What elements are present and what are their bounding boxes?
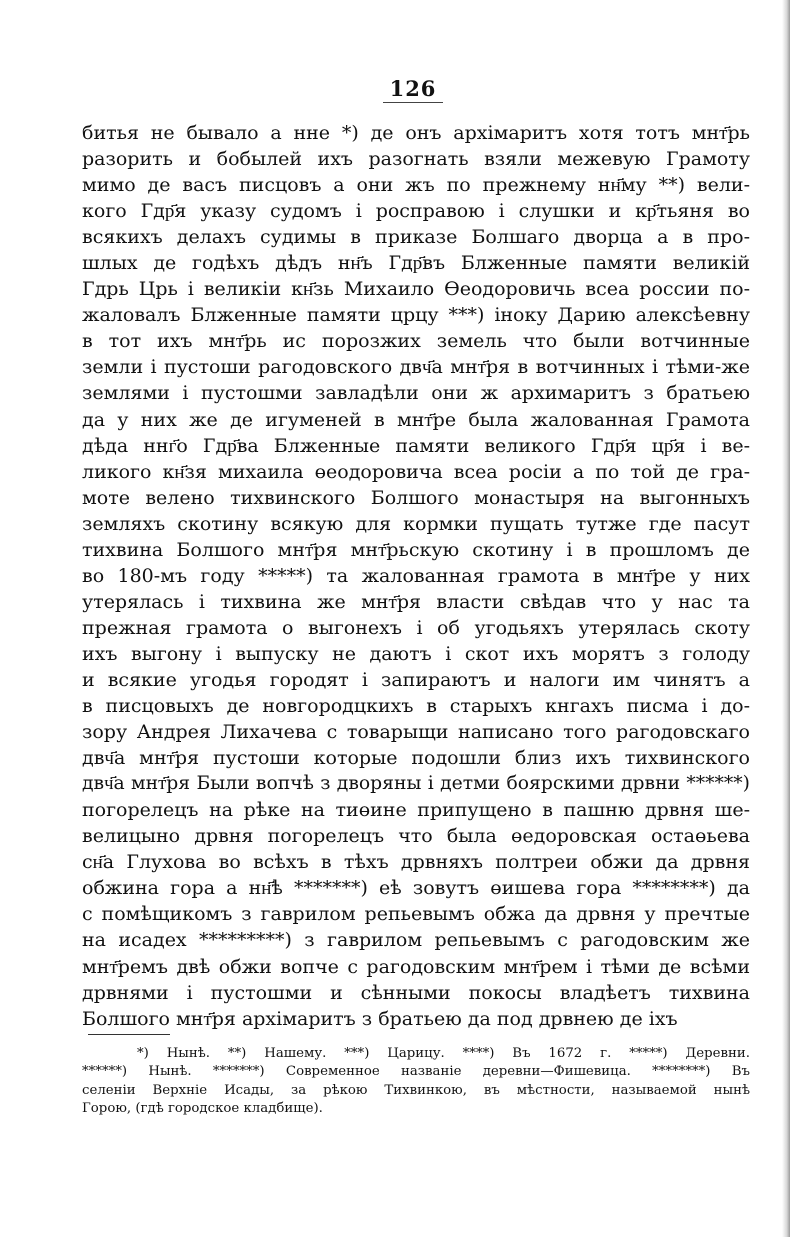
text-line: битья не бывало а нне *) де онъ архімаритъ хотя тотъ мнт҃рь [82, 122, 750, 144]
text-line: ихъ выгону і выпуску не даютъ і скот ихъ морятъ з голоду [82, 642, 750, 665]
text-line: зору Андрея Лихачева с товарыщи написано того рагодовскаго [82, 721, 750, 744]
text-line: обжина гора а нн҃ѣ *******) еѣ зовутъ өишева гора ********) да [82, 877, 750, 900]
text-line: двч҃а мнт҃ря Были вопчѣ з дворяны і детми боярскими дрвни ******) [82, 773, 750, 795]
text-line: и всякие угодья городят і запираютъ и налоги им чинятъ а [82, 668, 750, 691]
text-line: Болшого мнт҃ря архімаритъ з братьею да под дрвнею де іхъ [82, 1007, 678, 1030]
text-line: дѣда ннг҃о Гдр҃ва Блженные памяти великого Гдр҃я цр҃я і ве- [82, 434, 750, 457]
text-line: земляхъ скотину всякую для кормки пущать тутже где пасут [82, 512, 750, 535]
text-line: Гдрь Црь і великіи кн҃зь Михаило Өеодоровичь всеа россии по- [82, 278, 750, 301]
body-text [82, 120, 750, 1032]
footnote-line: Горою, (гдѣ городское кладбище). [82, 1100, 323, 1116]
text-line: на исадех *********) з гаврилом репьевымъ с рагодовским же [82, 929, 750, 952]
text-line: во 180-мъ году *****) та жалованная грамота в мнт҃ре у них [82, 564, 750, 587]
footnote-line: селеніи Верхніе Исады, за рѣкою Тихвинкою, въ мѣстности, называемой нынѣ [82, 1082, 750, 1098]
text-line: мнт҃ремъ двѣ обжи вопче с рагодовским мнт҃рем і тѣми де всѣми [82, 955, 750, 978]
text-line: в тот ихъ мнт҃рь ис порозжих земель что были вотчинные [82, 330, 750, 353]
text-line: велицыно дрвня погорелецъ что была өедоровская остаөьева [82, 825, 750, 848]
text-line: прежная грамота о выгонехъ і об угодьяхъ утерялась скоту [82, 616, 750, 639]
text-line: ликого кн҃зя михаила өеодоровича всеа росіи а по той де гра- [82, 460, 750, 483]
text-line: сн҃а Глухова во всѣхъ в тѣхъ дрвняхъ полтреи обжи да дрвня [82, 851, 750, 874]
footnotes [82, 1045, 750, 1118]
page-number: 126 [389, 76, 437, 101]
text-line: погорелецъ на рѣке на тиөине припущено в пашню дрвня ше- [82, 799, 750, 822]
text-line: моте велено тихвинского Болшого монастыря на выгонныхъ [82, 486, 750, 509]
text-line: двч҃а мнт҃ря пустоши которые подошли близ ихъ тихвинского [82, 747, 750, 770]
footnote-separator [88, 1034, 170, 1035]
page-edge-shadow [782, 0, 790, 1237]
text-line: в писцовыхъ де новгородцкихъ в старыхъ кнгахъ писма і до- [82, 695, 750, 718]
text-line: дрвнями і пустошми и сѣнными покосы владѣетъ тихвина [82, 981, 750, 1004]
footnote-line: *) Нынѣ. **) Нашему. ***) Царицу. ****) Въ 1672 г. *****) Деревни. [137, 1046, 750, 1061]
text-line: да у них же де игуменей в мнт҃ре была жалованная Грамота [82, 408, 750, 431]
text-line: шлых де годѣхъ дѣдъ нн҃ъ Гдр҃въ Блженные памяти великій [82, 252, 750, 275]
text-line: мимо де васъ писцовъ а они жъ по прежнему нн҃му **) вели- [82, 174, 750, 197]
footnote-line: ******) Нынѣ. *******) Современное названіе деревни—Фишевица. ********) Въ [82, 1064, 750, 1080]
text-line: землями і пустошми завладѣли они ж архимаритъ з братьею [82, 382, 750, 405]
text-line: разорить и бобылей ихъ разогнать взяли межевую Грамоту [82, 148, 750, 171]
page-number-underline [383, 102, 443, 103]
text-line: с помѣщикомъ з гаврилом репьевымъ обжа да дрвня у пречтые [82, 903, 750, 926]
text-line: жаловалъ Блженные памяти црцу ***) іноку Дарию алексѣевну [82, 304, 750, 327]
text-line: кого Гдр҃я указу судомъ і росправою і слушки и кр҃тьяня во [82, 200, 750, 223]
text-line: тихвина Болшого мнт҃ря мнт҃рьскую скотину і в прошломъ де [82, 538, 750, 561]
text-line: земли і пустоши рагодовского двч҃а мнт҃ря в вотчинных і тѣми-же [82, 356, 750, 379]
text-line: утерялась і тихвина же мнт҃ря власти свѣдав что у нас та [82, 590, 750, 613]
text-line: всякихъ делахъ судимы в приказе Болшаго дворца а в про- [82, 226, 750, 249]
